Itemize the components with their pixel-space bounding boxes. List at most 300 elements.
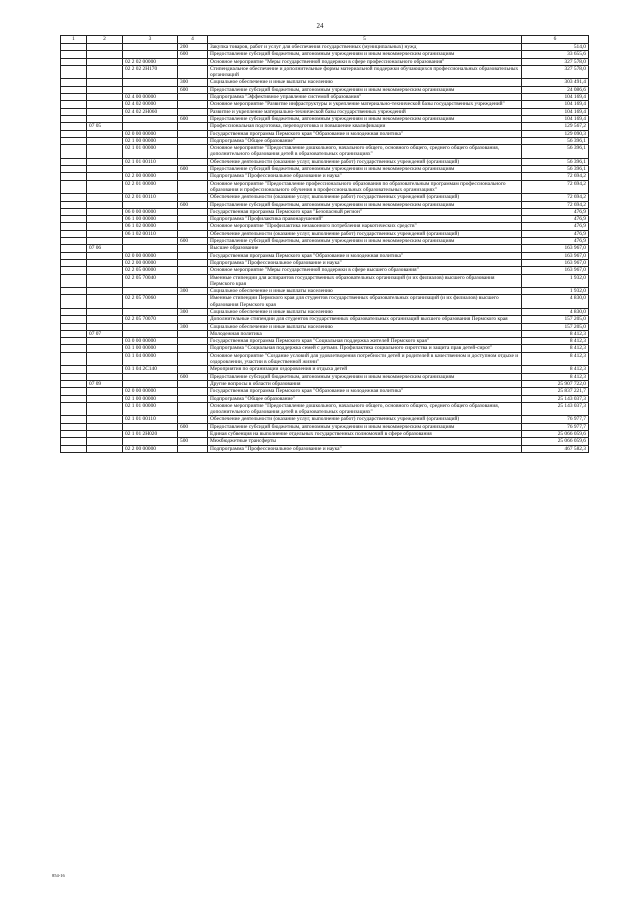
ministry-cell: [61, 238, 87, 245]
expense-type-cell: [178, 158, 208, 165]
ministry-cell: [61, 158, 87, 165]
expense-type-cell: [178, 130, 208, 137]
section-cell: [87, 259, 123, 266]
table-row: [61, 388, 589, 395]
expense-type-cell: [178, 338, 208, 345]
target-article-cell: 02 4 00 00000: [123, 94, 178, 101]
ministry-cell: [61, 288, 87, 295]
expense-type-cell: 300: [178, 79, 208, 86]
table-header-row: [61, 36, 589, 44]
table-row: [61, 259, 589, 266]
column-header: 1: [61, 36, 87, 44]
expense-type-cell: 300: [178, 308, 208, 315]
table-row: [61, 352, 589, 366]
table-row: [61, 194, 589, 201]
expense-type-cell: [178, 274, 208, 288]
table-row: [61, 94, 589, 101]
ministry-cell: [61, 338, 87, 345]
amount-cell: 56 396,1: [522, 166, 589, 173]
ministry-cell: [61, 402, 87, 416]
table-row: [61, 238, 589, 245]
section-cell: [87, 145, 123, 159]
expense-type-cell: [178, 267, 208, 274]
name-cell: Подпрограмма "Общее образование": [208, 395, 522, 402]
amount-cell: 104 169,4: [522, 115, 589, 122]
target-article-cell: 02 2 05 00000: [123, 267, 178, 274]
column-header: 5: [208, 36, 522, 44]
expense-type-cell: 600: [178, 86, 208, 93]
name-cell: Обеспечение деятельности (оказание услуг, выполнение работ) государственных учреждений (организаций): [208, 230, 522, 237]
section-cell: [87, 115, 123, 122]
section-cell: [87, 445, 123, 452]
section-cell: [87, 180, 123, 194]
target-article-cell: 06 0 00 00000: [123, 208, 178, 215]
ministry-cell: [61, 137, 87, 144]
section-cell: [87, 208, 123, 215]
ministry-cell: [61, 323, 87, 330]
expense-type-cell: [178, 316, 208, 323]
ministry-cell: [61, 180, 87, 194]
target-article-cell: [123, 438, 178, 445]
table-row: [61, 65, 589, 79]
section-cell: [87, 388, 123, 395]
name-cell: Развитие и укрепление материально-технической базы государственных учреждений: [208, 108, 522, 115]
section-cell: [87, 108, 123, 115]
expense-type-cell: [178, 223, 208, 230]
target-article-cell: 02 1 00 00000: [123, 137, 178, 144]
expense-type-cell: [178, 108, 208, 115]
section-cell: [87, 423, 123, 430]
section-cell: [87, 216, 123, 223]
table-row: [61, 316, 589, 323]
table-row: [61, 416, 589, 423]
section-cell: [87, 201, 123, 208]
target-article-cell: 02 0 00 00000: [123, 130, 178, 137]
name-cell: Государственная программа Пермского края "Социальная поддержка жителей Пермского края": [208, 338, 522, 345]
amount-cell: 25 837 221,7: [522, 388, 589, 395]
ministry-cell: [61, 223, 87, 230]
section-cell: [87, 51, 123, 58]
expense-type-cell: [178, 208, 208, 215]
expense-type-cell: [178, 245, 208, 252]
ministry-cell: [61, 345, 87, 352]
expense-type-cell: [178, 230, 208, 237]
name-cell: Социальное обеспечение и иные выплаты населению: [208, 323, 522, 330]
ministry-cell: [61, 79, 87, 86]
ministry-cell: [61, 267, 87, 274]
name-cell: Подпрограмма "Профессиональное образование и наука": [208, 259, 522, 266]
ministry-cell: [61, 423, 87, 430]
amount-cell: 157 205,0: [522, 323, 589, 330]
name-cell: Единая субвенция на выполнение отдельных государственных полномочий в сфере образования: [208, 431, 522, 438]
amount-cell: 76 977,7: [522, 423, 589, 430]
target-article-cell: 02 2 02 00000: [123, 58, 178, 65]
table-row: [61, 123, 589, 130]
amount-cell: 4 830,0: [522, 308, 589, 315]
name-cell: Высшее образование: [208, 245, 522, 252]
amount-cell: 56 396,1: [522, 158, 589, 165]
budget-table: [60, 35, 589, 453]
expense-type-cell: [178, 194, 208, 201]
section-cell: [87, 402, 123, 416]
name-cell: Предоставление субсидий бюджетным, автономным учреждениям и иным некоммерческим организациям: [208, 423, 522, 430]
expense-type-cell: [178, 445, 208, 452]
amount-cell: 476,9: [522, 238, 589, 245]
table-row: [61, 101, 589, 108]
amount-cell: 104 169,4: [522, 101, 589, 108]
target-article-cell: [123, 288, 178, 295]
ministry-cell: [61, 123, 87, 130]
target-article-cell: [123, 373, 178, 380]
ministry-cell: [61, 145, 87, 159]
ministry-cell: [61, 115, 87, 122]
amount-cell: 163 967,0: [522, 259, 589, 266]
amount-cell: 104 169,4: [522, 94, 589, 101]
section-cell: 07 05: [87, 123, 123, 130]
name-cell: Подпрограмма "Общее образование": [208, 137, 522, 144]
name-cell: Именные стипендии Пермского края для студентов государственных образовательных организаций (и их филиалов) высшего образования Пермского края: [208, 295, 522, 309]
expense-type-cell: 600: [178, 423, 208, 430]
amount-cell: 72 694,2: [522, 201, 589, 208]
target-article-cell: [123, 238, 178, 245]
name-cell: Именные стипендии для аспирантов государственных образовательных организаций (и их филиалов) высшего образования Пермского края: [208, 274, 522, 288]
ministry-cell: [61, 388, 87, 395]
amount-cell: 104 169,4: [522, 108, 589, 115]
section-cell: [87, 44, 123, 51]
target-article-cell: 06 1 02 00110: [123, 230, 178, 237]
target-article-cell: 02 2 01 00110: [123, 194, 178, 201]
table-row: [61, 86, 589, 93]
target-article-cell: 02 2 01 00000: [123, 180, 178, 194]
section-cell: [87, 373, 123, 380]
target-article-cell: [123, 51, 178, 58]
name-cell: Предоставление субсидий бюджетным, автономным учреждениям и иным некоммерческим организациям: [208, 86, 522, 93]
column-header: 2: [87, 36, 123, 44]
ministry-cell: [61, 130, 87, 137]
section-cell: [87, 295, 123, 309]
amount-cell: 163 967,0: [522, 245, 589, 252]
section-cell: 07 06: [87, 245, 123, 252]
expense-type-cell: [178, 388, 208, 395]
table-row: [61, 431, 589, 438]
name-cell: Другие вопросы в области образования: [208, 380, 522, 387]
section-cell: [87, 86, 123, 93]
table-row: [61, 145, 589, 159]
name-cell: Основное мероприятие "Предоставление дошкольного, начального общего, основного общего, среднего общего образования, дополнительного образования детей в образовательных организациях": [208, 145, 522, 159]
table-row: [61, 79, 589, 86]
column-header: 3: [123, 36, 178, 44]
amount-cell: 24 086,6: [522, 86, 589, 93]
expense-type-cell: [178, 180, 208, 194]
name-cell: Основное мероприятие "Профилактика незаконного потребления наркотических средств": [208, 223, 522, 230]
target-article-cell: 02 1 01 00110: [123, 158, 178, 165]
table-row: [61, 402, 589, 416]
ministry-cell: [61, 44, 87, 51]
table-row: [61, 252, 589, 259]
target-article-cell: [123, 115, 178, 122]
amount-cell: 1 932,0: [522, 274, 589, 288]
section-cell: [87, 366, 123, 373]
expense-type-cell: [178, 395, 208, 402]
target-article-cell: [123, 330, 178, 337]
amount-cell: 8 412,3: [522, 338, 589, 345]
ministry-cell: [61, 330, 87, 337]
name-cell: Предоставление субсидий бюджетным, автономным учреждениям и иным некоммерческим организациям: [208, 115, 522, 122]
target-article-cell: [123, 79, 178, 86]
ministry-cell: [61, 94, 87, 101]
name-cell: Социальное обеспечение и иные выплаты населению: [208, 308, 522, 315]
ministry-cell: [61, 216, 87, 223]
expense-type-cell: 600: [178, 51, 208, 58]
name-cell: Обеспечение деятельности (оказание услуг, выполнение работ) государственных учреждений (организаций): [208, 158, 522, 165]
section-cell: [87, 274, 123, 288]
section-cell: [87, 65, 123, 79]
ministry-cell: [61, 373, 87, 380]
amount-cell: 33 655,6: [522, 51, 589, 58]
ministry-cell: [61, 252, 87, 259]
name-cell: Профессиональная подготовка, переподготовка и повышение квалификации: [208, 123, 522, 130]
table-row: [61, 208, 589, 215]
amount-cell: 476,9: [522, 216, 589, 223]
name-cell: Государственная программа Пермского края "Образование и молодежная политика": [208, 130, 522, 137]
ministry-cell: [61, 208, 87, 215]
amount-cell: 129 090,3: [522, 130, 589, 137]
name-cell: Мероприятия по организации оздоровления и отдыха детей: [208, 366, 522, 373]
expense-type-cell: [178, 402, 208, 416]
expense-type-cell: 600: [178, 201, 208, 208]
table-row: [61, 223, 589, 230]
expense-type-cell: [178, 416, 208, 423]
target-article-cell: [123, 44, 178, 51]
ministry-cell: [61, 445, 87, 452]
table-row: [61, 115, 589, 122]
section-cell: [87, 338, 123, 345]
table-row: [61, 330, 589, 337]
target-article-cell: 03 1 04 2С140: [123, 366, 178, 373]
section-cell: [87, 94, 123, 101]
name-cell: Предоставление субсидий бюджетным, автономным учреждениям и иным некоммерческим организациям: [208, 201, 522, 208]
name-cell: Подпрограмма "Профессиональное образование и наука": [208, 445, 522, 452]
expense-type-cell: [178, 137, 208, 144]
section-cell: [87, 323, 123, 330]
name-cell: Подпрограмма "Социальная поддержка семей с детьми. Профилактика социального сиротства и защита прав детей-сирот": [208, 345, 522, 352]
amount-cell: 25 907 722,0: [522, 380, 589, 387]
ministry-cell: [61, 431, 87, 438]
name-cell: Закупка товаров, работ и услуг для обеспечения государственных (муниципальных) нужд: [208, 44, 522, 51]
expense-type-cell: [178, 252, 208, 259]
table-row: [61, 288, 589, 295]
ministry-cell: [61, 245, 87, 252]
expense-type-cell: 200: [178, 44, 208, 51]
name-cell: Подпрограмма "Эффективное управление системой образования": [208, 94, 522, 101]
section-cell: [87, 395, 123, 402]
amount-cell: 72 694,2: [522, 180, 589, 194]
target-article-cell: [123, 86, 178, 93]
ministry-cell: [61, 201, 87, 208]
section-cell: [87, 438, 123, 445]
table-row: [61, 308, 589, 315]
amount-cell: 303 491,4: [522, 79, 589, 86]
name-cell: Молодежная политика: [208, 330, 522, 337]
target-article-cell: 02 0 00 00000: [123, 252, 178, 259]
name-cell: Предоставление субсидий бюджетным, автономным учреждениям и иным некоммерческим организациям: [208, 51, 522, 58]
table-row: [61, 44, 589, 51]
section-cell: [87, 194, 123, 201]
name-cell: Предоставление субсидий бюджетным, автономным учреждениям и иным некоммерческим организациям: [208, 166, 522, 173]
amount-cell: 476,9: [522, 230, 589, 237]
ministry-cell: [61, 108, 87, 115]
expense-type-cell: [178, 259, 208, 266]
section-cell: [87, 58, 123, 65]
expense-type-cell: 600: [178, 115, 208, 122]
amount-cell: 1 932,0: [522, 288, 589, 295]
target-article-cell: 03 0 00 00000: [123, 338, 178, 345]
section-cell: [87, 79, 123, 86]
table-row: [61, 373, 589, 380]
name-cell: Обеспечение деятельности (оказание услуг, выполнение работ) государственных учреждений (организаций): [208, 194, 522, 201]
section-cell: [87, 288, 123, 295]
name-cell: Государственная программа Пермского края "Образование и молодежная политика": [208, 252, 522, 259]
name-cell: Подпрограмма "Профилактика правонарушений": [208, 216, 522, 223]
expense-type-cell: [178, 65, 208, 79]
page-number: 24: [316, 22, 324, 30]
ministry-cell: [61, 230, 87, 237]
amount-cell: 327 578,0: [522, 58, 589, 65]
section-cell: [87, 345, 123, 352]
target-article-cell: 02 4 02 00000: [123, 101, 178, 108]
section-cell: [87, 158, 123, 165]
table-row: [61, 380, 589, 387]
expense-type-cell: [178, 123, 208, 130]
section-cell: [87, 130, 123, 137]
expense-type-cell: 600: [178, 373, 208, 380]
target-article-cell: 02 2 02 2Н170: [123, 65, 178, 79]
target-article-cell: [123, 308, 178, 315]
name-cell: Социальное обеспечение и иные выплаты населению: [208, 79, 522, 86]
amount-cell: 163 967,0: [522, 252, 589, 259]
target-article-cell: 06 1 00 00000: [123, 216, 178, 223]
table-row: [61, 323, 589, 330]
amount-cell: 25 066 059,6: [522, 431, 589, 438]
target-article-cell: [123, 201, 178, 208]
ministry-cell: [61, 416, 87, 423]
amount-cell: 327 578,0: [522, 65, 589, 79]
table-row: [61, 295, 589, 309]
expense-type-cell: [178, 366, 208, 373]
name-cell: Межбюджетные трансферты: [208, 438, 522, 445]
target-article-cell: [123, 166, 178, 173]
table-row: [61, 438, 589, 445]
ministry-cell: [61, 395, 87, 402]
expense-type-cell: [178, 352, 208, 366]
name-cell: Основное мероприятие "Развитие инфраструктуры и укрепление материально-технической базы государственных учреждений": [208, 101, 522, 108]
table-row: [61, 180, 589, 194]
section-cell: 07 09: [87, 380, 123, 387]
ministry-cell: [61, 259, 87, 266]
expense-type-cell: 300: [178, 323, 208, 330]
section-cell: [87, 137, 123, 144]
table-row: [61, 58, 589, 65]
section-cell: [87, 238, 123, 245]
amount-cell: 72 694,2: [522, 194, 589, 201]
section-cell: [87, 416, 123, 423]
section-cell: [87, 101, 123, 108]
amount-cell: 8 412,3: [522, 345, 589, 352]
column-header: 4: [178, 36, 208, 44]
table-row: [61, 267, 589, 274]
ministry-cell: [61, 380, 87, 387]
ministry-cell: [61, 366, 87, 373]
table-row: [61, 445, 589, 452]
amount-cell: 157 205,0: [522, 316, 589, 323]
target-article-cell: [123, 323, 178, 330]
table-row: [61, 201, 589, 208]
amount-cell: 467 582,3: [522, 445, 589, 452]
target-article-cell: 03 1 04 00000: [123, 352, 178, 366]
name-cell: Основное мероприятие "Меры государственной поддержки в сфере высшего образования": [208, 267, 522, 274]
name-cell: Основное мероприятие "Создание условий для удовлетворения потребности детей и родителей в качественном и доступном отдыхе и оздоровлении, участии в общественной жизни": [208, 352, 522, 366]
expense-type-cell: [178, 216, 208, 223]
expense-type-cell: 300: [178, 288, 208, 295]
table-row: [61, 216, 589, 223]
name-cell: Основное мероприятие "Предоставление профессионального образования по образовательным программам профессионального образования и профессионального обучения в профессиональных образовательных организациях": [208, 180, 522, 194]
target-article-cell: [123, 380, 178, 387]
name-cell: Основное мероприятие "Меры государственной поддержки в сфере профессионального образования": [208, 58, 522, 65]
ministry-cell: [61, 51, 87, 58]
amount-cell: 514,0: [522, 44, 589, 51]
target-article-cell: 02 2 05 70040: [123, 274, 178, 288]
amount-cell: 8 412,3: [522, 373, 589, 380]
section-cell: [87, 308, 123, 315]
amount-cell: 8 412,3: [522, 330, 589, 337]
table-row: [61, 173, 589, 180]
ministry-cell: [61, 308, 87, 315]
table-row: [61, 274, 589, 288]
target-article-cell: 06 1 02 00000: [123, 223, 178, 230]
target-article-cell: 03 1 00 00000: [123, 345, 178, 352]
target-article-cell: 02 2 00 00000: [123, 173, 178, 180]
section-cell: [87, 173, 123, 180]
target-article-cell: 02 2 00 00000: [123, 259, 178, 266]
name-cell: Социальное обеспечение и иные выплаты населению: [208, 288, 522, 295]
table-row: [61, 245, 589, 252]
section-cell: [87, 252, 123, 259]
table-row: [61, 366, 589, 373]
amount-cell: 8 412,3: [522, 352, 589, 366]
budget-table-body: [61, 44, 589, 453]
name-cell: Государственная программа Пермского края "Безопасный регион": [208, 208, 522, 215]
table-row: [61, 395, 589, 402]
name-cell: Стипендиальное обеспечение и дополнительные формы материальной поддержки обучающихся профессиональных образовательных организаций: [208, 65, 522, 79]
target-article-cell: 02 2 05 70060: [123, 295, 178, 309]
expense-type-cell: 500: [178, 438, 208, 445]
section-cell: [87, 166, 123, 173]
section-cell: [87, 267, 123, 274]
amount-cell: 25 066 059,6: [522, 438, 589, 445]
ministry-cell: [61, 438, 87, 445]
target-article-cell: 02 2 00 00000: [123, 445, 178, 452]
amount-cell: 72 694,2: [522, 173, 589, 180]
footer-code: 854-16: [52, 873, 65, 878]
section-cell: [87, 316, 123, 323]
expense-type-cell: [178, 94, 208, 101]
section-cell: [87, 223, 123, 230]
section-cell: [87, 431, 123, 438]
target-article-cell: 02 2 05 70070: [123, 316, 178, 323]
amount-cell: 8 412,3: [522, 366, 589, 373]
ministry-cell: [61, 316, 87, 323]
amount-cell: 56 396,1: [522, 137, 589, 144]
